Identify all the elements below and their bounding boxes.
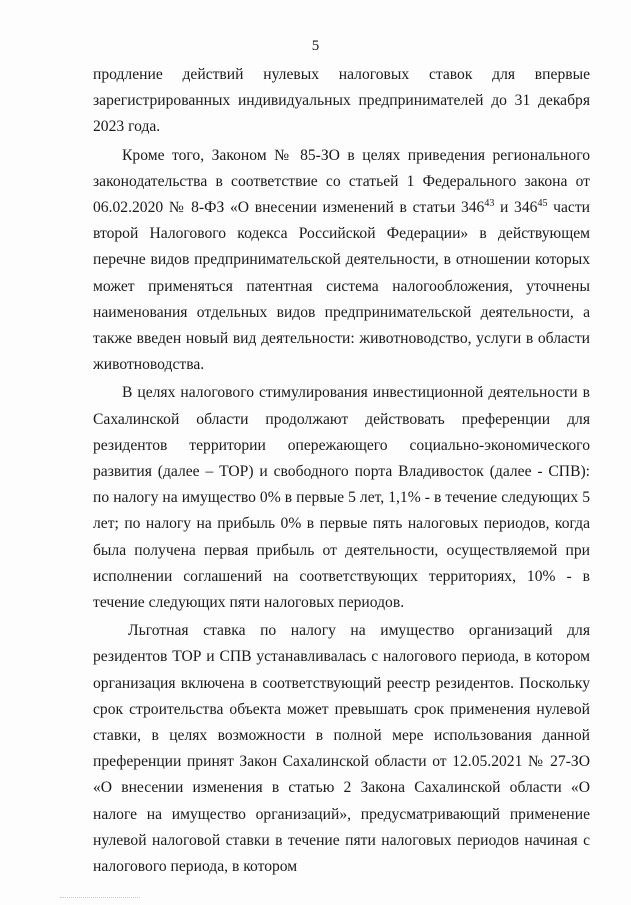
document-body — [93, 62, 590, 880]
paragraph-text-part: части второй Налогового кодекса Российской Федерации» в действующем перечне видов предпринимательской деятельности, в отношении которых может применяться патентная система налогообложения, уточнены наименования отдельных видов предпринимательской деятельности, а также введен новый вид деятельности: животноводство, услуги в области животноводства. — [93, 199, 590, 374]
paragraph-text-part: Кроме того, Законом № 85-ЗО в целях приведения регионального законодательства в соответствие со статьей 1 Федерального закона от 06.02.2020 № 8-ФЗ «О внесении изменений в статьи 346 — [93, 146, 590, 217]
scan-edge-mark — [60, 897, 140, 899]
paragraph-property-tax-rate: Льготная ставка по налогу на имущество организаций для резидентов ТОР и СПВ устанавливалась с налогового периода, в котором организация включена в соответствующий реестр резидентов. Поскольку срок строительства объекта может превышать срок применения нулевой ставки, в целях возможности в полной мере использования данной преференции принят Закон Сахалинской области от 12.05.2021 № 27-ЗО «О внесении изменения в статью 2 Закона Сахалинской области «О налоге на имущество организаций», предусматривающий применение нулевой налоговой ставки в течение пяти налоговых периодов начиная с налогового периода, в котором — [93, 622, 590, 876]
superscript-article-number: 43 — [484, 197, 495, 209]
paragraph-text-part: и 346 — [494, 199, 538, 217]
paragraph-investment-preferences: В целях налогового стимулирования инвестиционной деятельности в Сахалинской области продолжают действовать преференции для резидентов территории опережающего социально-экономического развития (далее – ТОР) и свободного порта Владивосток (далее - СПВ): по налогу на имущество 0% в первые 5 лет, 1,1% - в течение следующих 5 лет; по налогу на прибыль 0% в первые пять налоговых периодов, когда была получена первая прибыль от деятельности, осуществляемой при исполнении соглашений на соответствующих территориях, 10% - в течение следующих пяти налоговых периодов. — [93, 384, 590, 612]
page-number: 5 — [311, 38, 320, 54]
paragraph-continuation: продление действий нулевых налоговых ставок для впервые зарегистрированных индивидуальных предпринимателей до 31 декабря 2023 года. — [93, 66, 590, 136]
superscript-article-number: 45 — [537, 197, 548, 209]
paragraph-law-85-zo — [93, 143, 590, 379]
